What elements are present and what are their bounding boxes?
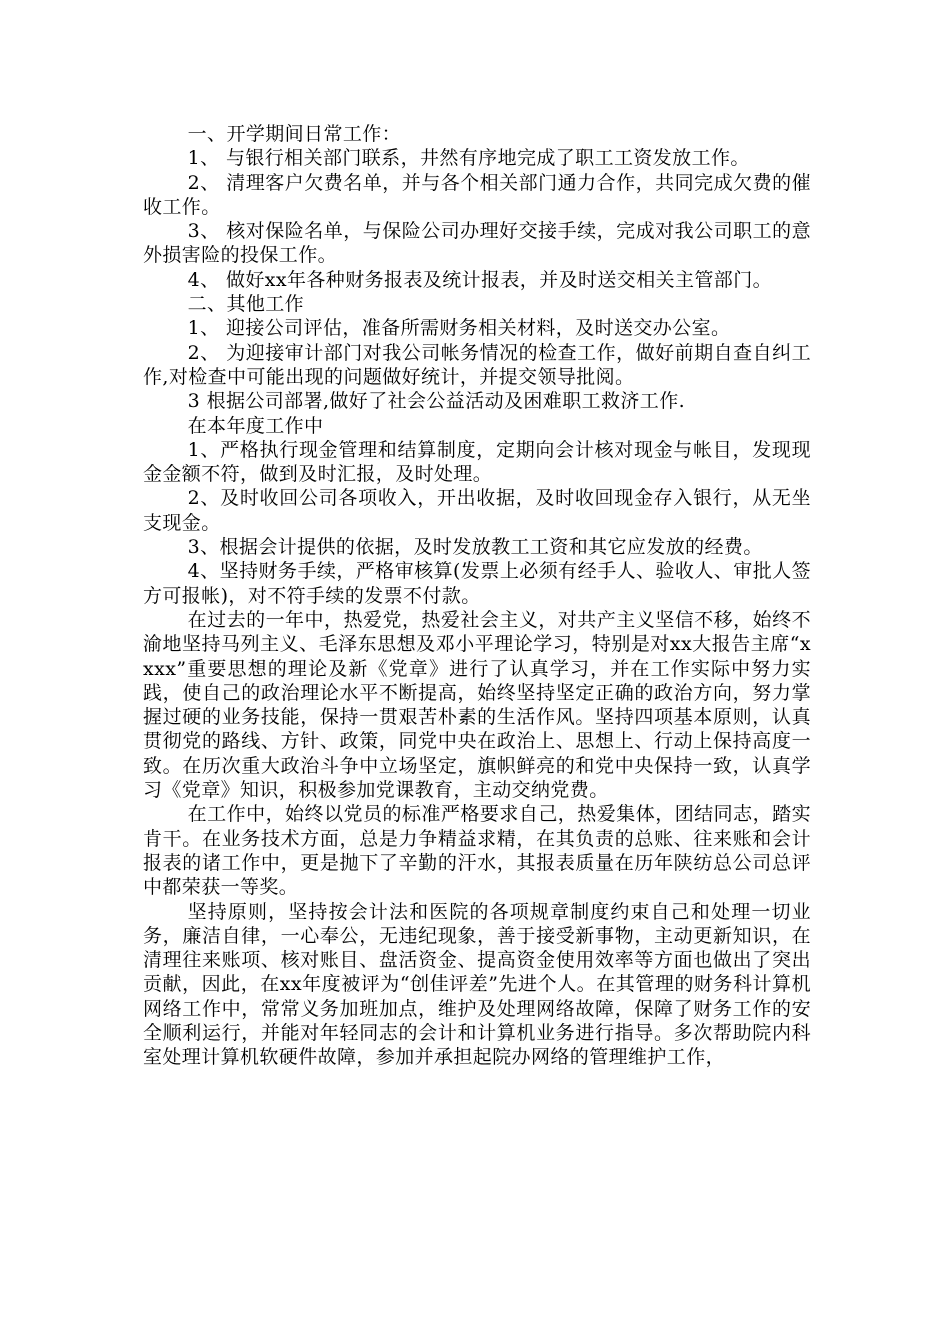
paragraph: 坚持原则，坚持按会计法和医院的各项规章制度约束自己和处理一切业务，廉洁自律，一心奉公，无违纪现象，善于接受新事物，主动更新知识，在清理往来账项、核对账目、盘活资金、提高资金使用效率等方面也做出了突出贡献，因此，在xx年度被评为“创佳评差”先进个人。在其管理的财务科计算机网络工作中，常常义务加班加点，维护及处理网络故障，保障了财务工作的安全顺利运行，并能对年轻同志的会计和计算机业务进行指导。多次帮助院内科室处理计算机软硬件故障，参加并承担起院办网络的管理维护工作， — [143, 900, 811, 1069]
paragraph: 4、 做好xx年各种财务报表及统计报表，并及时送交相关主管部门。 — [187, 268, 773, 291]
paragraph: 在过去的一年中，热爱党，热爱社会主义，对共产主义坚信不移，始终不渝地坚持马列主义、毛泽东思想及邓小平理论学习，特别是对xx大报告主席“xxxx”重要思想的理论及新《党章》进行了认真学习，并在工作实际中努力实践，使自己的政治理论水平不断提高，始终坚持坚定正确的政治方向，努力掌握过硬的业务技能，保持一贯艰苦朴素的生活作风。坚持四项基本原则，认真贯彻党的路线、方针、政策，同党中央在政治上、思想上、行动上保持高度一致。在历次重大政治斗争中立场坚定，旗帜鲜亮的和党中央保持一致，认真学习《党章》知识，积极参加党课教育，主动交纳党费。 — [143, 608, 811, 802]
paragraph: 4、坚持财务手续，严格审核算(发票上必须有经手人、验收人、审批人签方可报帐)，对不符手续的发票不付款。 — [143, 560, 811, 607]
paragraph: 3 根据公司部署,做好了社会公益活动及困难职工救济工作. — [187, 390, 686, 413]
paragraph: 2、 为迎接审计部门对我公司帐务情况的检查工作，做好前期自查自纠工作,对检查中可能出现的问题做好统计，并提交领导批阅。 — [143, 341, 811, 388]
paragraph: 2、及时收回公司各项收入，开出收据，及时收回现金存入银行，从无坐支现金。 — [143, 487, 811, 534]
paragraph: 2、 清理客户欠费名单，并与各个相关部门通力合作，共同完成欠费的催收工作。 — [143, 171, 811, 218]
paragraph: 3、根据会计提供的依据，及时发放教工工资和其它应发放的经费。 — [187, 536, 763, 559]
document-body — [143, 122, 811, 1070]
paragraph: 3、 核对保险名单，与保险公司办理好交接手续，完成对我公司职工的意外损害险的投保工作。 — [143, 220, 811, 267]
paragraph: 二、其他工作 — [187, 293, 305, 316]
paragraph: 在本年度工作中 — [187, 414, 324, 437]
paragraph: 1、 与银行相关部门联系，井然有序地完成了职工工资发放工作。 — [187, 147, 750, 170]
paragraph: 1、 迎接公司评估，准备所需财务相关材料，及时送交办公室。 — [187, 317, 731, 340]
paragraph: 1、严格执行现金管理和结算制度，定期向会计核对现金与帐目，发现现金金额不符，做到及时汇报，及时处理。 — [143, 438, 811, 486]
paragraph: 一、开学期间日常工作： — [187, 123, 402, 145]
paragraph: 在工作中，始终以党员的标准严格要求自己，热爱集体，团结同志，踏实肯干。在业务技术方面，总是力争精益求精，在其负责的总账、往来账和会计报表的诸工作中，更是抛下了辛勤的汗水，其报表质量在历年陕纺总公司总评中都荣获一等奖。 — [143, 803, 811, 899]
